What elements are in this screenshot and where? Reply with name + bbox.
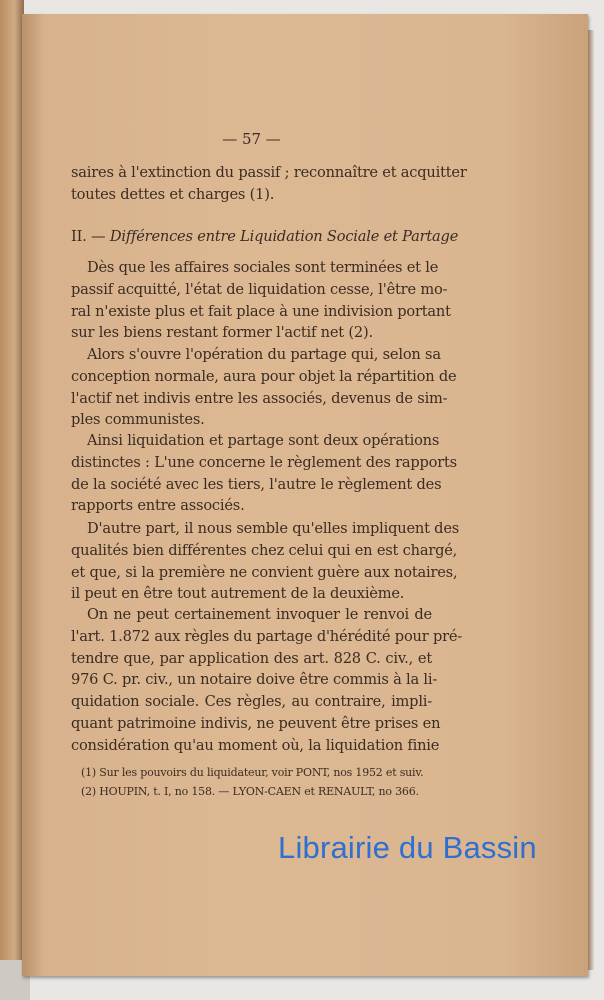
paragraph-4-line: D'autre part, il nous semble qu'elles impliquent des — [87, 520, 460, 537]
paragraph-5-line: 976 C. pr. civ., un notaire doive être commis à la li- — [71, 671, 438, 689]
paragraph-3-line: de la société avec les tiers, l'autre le règlement des — [71, 475, 442, 493]
paragraph-5-line: considération qu'au moment où, la liquidation finie — [71, 736, 440, 754]
paragraph-2-line: conception normale, aura pour objet la répartition de — [71, 367, 457, 385]
heading-number: II. — — [71, 228, 106, 245]
paragraph-4-line: et que, si la première ne convient guère aux notaires, — [71, 563, 458, 581]
footnote-1: (1) Sur les pouvoirs du liquidateur, voir PONT, nos 1952 et suiv. — [81, 766, 424, 779]
paragraph-1-line: passif acquitté, l'état de liquidation cesse, l'être mo- — [71, 280, 448, 298]
footnote-2: (2) HOUPIN, t. I, no 158. — LYON-CAEN et RENAULT, no 366. — [81, 785, 419, 798]
paragraph-3-line: distinctes : L'une concerne le règlement des rapports — [71, 453, 457, 471]
page-text — [71, 0, 467, 820]
paragraph-2-line: Alors s'ouvre l'opération du partage qui, selon sa — [87, 346, 441, 363]
watermark: Librairie du Bassin — [278, 830, 537, 865]
paragraph-5-line: l'art. 1.872 aux règles du partage d'hérédité pour pré- — [71, 627, 463, 645]
text-line: saires à l'extinction du passif ; reconnaître et acquitter — [71, 164, 467, 181]
paragraph-3-line: Ainsi liquidation et partage sont deux opérations — [87, 432, 440, 449]
paragraph-5-line: On ne peut certainement invoquer le renvoi de — [87, 606, 432, 623]
paragraph-4-line: il peut en être tout autrement de la deuxième. — [71, 585, 405, 603]
paragraph-1-line: sur les biens restant former l'actif net (2). — [71, 324, 373, 342]
paragraph-5-line: quant patrimoine indivis, ne peuvent être prises en — [71, 715, 441, 732]
paragraph-4-line: qualités bien différentes chez celui qui en est chargé, — [71, 541, 458, 559]
paragraph-2-line: l'actif net indivis entre les associés, devenus de sim- — [71, 389, 448, 407]
section-heading — [71, 227, 459, 247]
page-number: — 57 — — [222, 130, 281, 148]
paragraph-3-line: rapports entre associés. — [71, 497, 245, 515]
paragraph-5-line: tendre que, par application des art. 828 C. civ., et — [71, 649, 432, 667]
paragraph-1-line: ral n'existe plus et fait place à une indivision portant — [71, 302, 451, 320]
paragraph-1-line: Dès que les affaires sociales sont terminées et le — [87, 259, 439, 276]
heading-title: Différences entre Liquidation Sociale et Partage — [109, 228, 459, 245]
page-edge — [588, 30, 594, 970]
text-line: toutes dettes et charges (1). — [71, 186, 275, 203]
paragraph-2-line: ples communistes. — [71, 411, 205, 429]
paragraph-5-line: quidation sociale. Ces règles, au contraire, impli- — [71, 693, 432, 711]
adjacent-page-edge — [0, 0, 24, 1000]
